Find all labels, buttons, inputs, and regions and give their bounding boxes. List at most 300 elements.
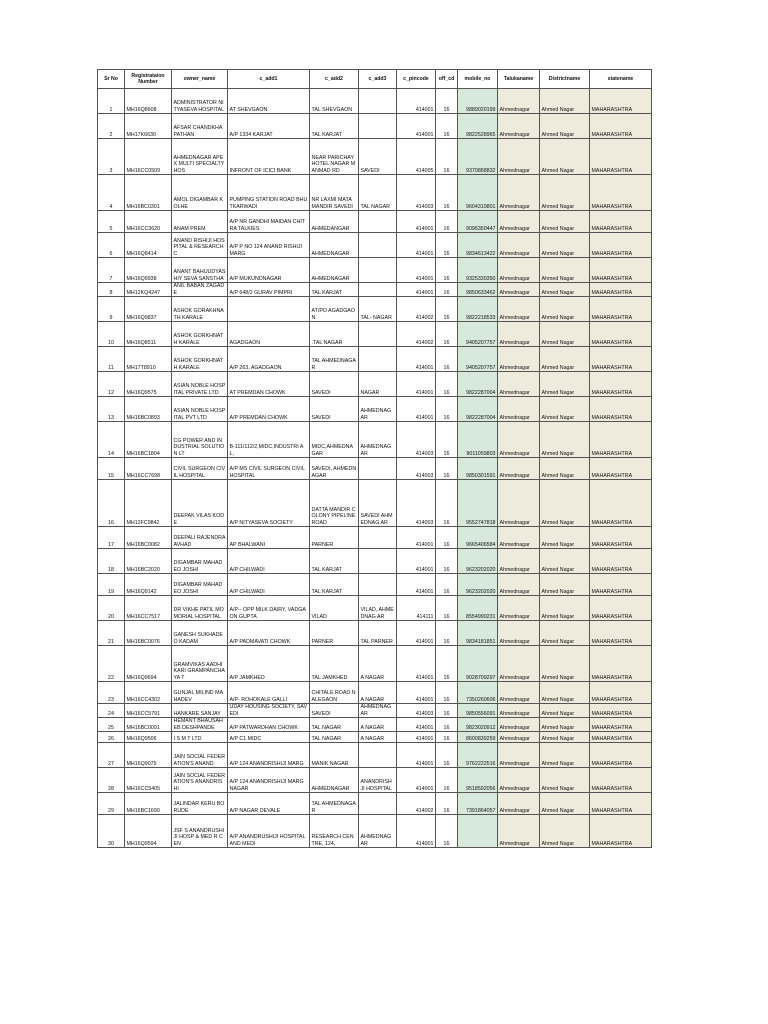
cell-c-add3: AHMEDNAG AR xyxy=(359,422,397,458)
col-header-c-add2: c_add2 xyxy=(310,70,359,89)
cell-c-add1: A/P NAGAR DEVALE xyxy=(228,793,310,815)
cell-c-pincode: 414003 xyxy=(397,458,436,480)
table-row xyxy=(98,718,652,732)
cell-sr-no: 2 xyxy=(98,114,125,139)
col-header-districtname: Districtname xyxy=(540,70,590,89)
cell-statename: MAHARASHTRA xyxy=(590,646,652,682)
cell-districtname: Ahmed Nagar xyxy=(540,233,590,258)
cell-talukaname: Ahmednagar xyxy=(498,347,540,372)
cell-mobile-no: 9823020912 xyxy=(458,718,498,732)
cell-off-cd: 16 xyxy=(436,347,458,372)
table-row xyxy=(98,233,652,258)
cell-sr-no: 29 xyxy=(98,793,125,815)
cell-c-add1: AT SHEVGAON xyxy=(228,89,310,114)
cell-c-add2: TAL AHMEDNAGAR xyxy=(310,347,359,372)
cell-c-add1: A/P PADMAVATI CHOWK xyxy=(228,621,310,646)
cell-off-cd: 16 xyxy=(436,422,458,458)
cell-c-add3: A NAGAR xyxy=(359,718,397,732)
cell-c-pincode: 414003 xyxy=(397,422,436,458)
cell-c-pincode: 414002 xyxy=(397,793,436,815)
cell-c-add1: A/P C1 MIDC xyxy=(228,732,310,743)
cell-c-add1: A/P P NO 124 ANAND RISHIJI MARG xyxy=(228,233,310,258)
cell-districtname: Ahmed Nagar xyxy=(540,139,590,175)
cell-c-add1: A/P 263, AGADGAON xyxy=(228,347,310,372)
cell-mobile-no: 9552747818 xyxy=(458,480,498,527)
cell-c-add3 xyxy=(359,793,397,815)
cell-talukaname: Ahmednagar xyxy=(498,422,540,458)
cell-statename: MAHARASHTRA xyxy=(590,596,652,621)
cell-sr-no: 14 xyxy=(98,422,125,458)
cell-talukaname: Ahmednagar xyxy=(498,527,540,549)
cell-talukaname: Ahmednagar xyxy=(498,139,540,175)
cell-mobile-no: 9325330350 xyxy=(458,258,498,283)
cell-districtname: Ahmed Nagar xyxy=(540,527,590,549)
cell-off-cd: 16 xyxy=(436,480,458,527)
cell-c-add2: TAL SHEVGAON xyxy=(310,89,359,114)
cell-registration-number: MH16Q8414 xyxy=(125,233,172,258)
cell-sr-no: 9 xyxy=(98,297,125,322)
cell-off-cd: 16 xyxy=(436,283,458,297)
cell-registration-number: MH17T8910 xyxy=(125,347,172,372)
cell-statename: MAHARASHTRA xyxy=(590,211,652,233)
cell-districtname: Ahmed Nagar xyxy=(540,815,590,848)
table-row xyxy=(98,793,652,815)
cell-c-pincode: 414002 xyxy=(397,322,436,347)
cell-c-pincode: 414001 xyxy=(397,682,436,704)
cell-c-add3: AHMEDNAG AR xyxy=(359,704,397,718)
cell-statename: MAHARASHTRA xyxy=(590,114,652,139)
cell-registration-number: MH16CC5405 xyxy=(125,768,172,793)
col-header-c-add3: c_add3 xyxy=(359,70,397,89)
table-row xyxy=(98,621,652,646)
cell-mobile-no: 8600839259 xyxy=(458,732,498,743)
cell-c-add3: TAL PARNER xyxy=(359,621,397,646)
cell-c-add1: A/P NITYASEVA SOCIETY xyxy=(228,480,310,527)
table-row xyxy=(98,283,652,297)
cell-statename: MAHARASHTRA xyxy=(590,549,652,574)
cell-talukaname: Ahmednagar xyxy=(498,372,540,397)
cell-statename: MAHARASHTRA xyxy=(590,283,652,297)
cell-registration-number: MH16Q9142 xyxy=(125,574,172,596)
cell-talukaname: Ahmednagar xyxy=(498,574,540,596)
cell-talukaname: Ahmednagar xyxy=(498,283,540,297)
cell-mobile-no: 7391864057 xyxy=(458,793,498,815)
cell-c-add2: CHITALE ROAD NALEGAON xyxy=(310,682,359,704)
cell-c-add1: A/P NR GANDHI MAIDAN CHITRA TALKIES xyxy=(228,211,310,233)
cell-sr-no: 22 xyxy=(98,646,125,682)
cell-sr-no: 24 xyxy=(98,704,125,718)
cell-sr-no: 1 xyxy=(98,89,125,114)
table-row xyxy=(98,815,652,848)
cell-registration-number: MH16Q9694 xyxy=(125,646,172,682)
cell-c-pincode: 414001 xyxy=(397,768,436,793)
cell-registration-number: MH16Q9575 xyxy=(125,372,172,397)
cell-c-pincode: 414001 xyxy=(397,527,436,549)
cell-c-add3: TAL NAGAR xyxy=(359,175,397,211)
cell-sr-no: 26 xyxy=(98,732,125,743)
col-header-off-cd: off_cd xyxy=(436,70,458,89)
cell-talukaname: Ahmednagar xyxy=(498,815,540,848)
cell-off-cd: 16 xyxy=(436,233,458,258)
cell-c-pincode: 414001 xyxy=(397,549,436,574)
table-row xyxy=(98,768,652,793)
cell-c-add1: AP BHALWANI xyxy=(228,527,310,549)
cell-c-add3 xyxy=(359,458,397,480)
cell-talukaname: Ahmednagar xyxy=(498,480,540,527)
cell-c-add3 xyxy=(359,743,397,768)
cell-c-add1: A/P MS CIVIL SURGEON CIVIL HOSPITAL xyxy=(228,458,310,480)
cell-talukaname: Ahmednagar xyxy=(498,621,540,646)
col-header-registration-number: Registrataion Number xyxy=(125,70,172,89)
cell-c-add3: AHMEDNAG AR xyxy=(359,815,397,848)
cell-off-cd: 16 xyxy=(436,682,458,704)
cell-talukaname: Ahmednagar xyxy=(498,458,540,480)
cell-c-pincode: 414001 xyxy=(397,743,436,768)
cell-owner-name: HEMANT BHAUSAHEB DESHPANDE xyxy=(172,718,228,732)
cell-registration-number: MH16Q9506 xyxy=(125,732,172,743)
col-header-talukaname: Talukaname xyxy=(498,70,540,89)
cell-c-add2: SAVEDI xyxy=(310,704,359,718)
cell-c-pincode: 414001 xyxy=(397,574,436,596)
cell-mobile-no: 9822218533 xyxy=(458,297,498,322)
cell-talukaname: Ahmednagar xyxy=(498,718,540,732)
cell-statename: MAHARASHTRA xyxy=(590,397,652,422)
cell-off-cd: 16 xyxy=(436,621,458,646)
cell-c-add3 xyxy=(359,211,397,233)
cell-owner-name: AFSAR CHANDKHA PATHAN xyxy=(172,114,228,139)
cell-registration-number: MH16CC3620 xyxy=(125,211,172,233)
cell-off-cd: 16 xyxy=(436,114,458,139)
cell-registration-number: MH16Q8608 xyxy=(125,89,172,114)
cell-registration-number: MH16CC5791 xyxy=(125,704,172,718)
cell-registration-number: MH16BC2020 xyxy=(125,549,172,574)
cell-c-add3 xyxy=(359,322,397,347)
cell-c-add1: A/P MUKUNDNAGAR xyxy=(228,258,310,283)
cell-districtname: Ahmed Nagar xyxy=(540,347,590,372)
cell-sr-no: 4 xyxy=(98,175,125,211)
table-row xyxy=(98,646,652,682)
cell-mobile-no: 9665406584 xyxy=(458,527,498,549)
cell-off-cd: 16 xyxy=(436,743,458,768)
cell-mobile-no: 9623202020 xyxy=(458,549,498,574)
cell-talukaname: Ahmednagar xyxy=(498,549,540,574)
cell-owner-name: GANESH SUKHADEO KADAM xyxy=(172,621,228,646)
cell-sr-no: 18 xyxy=(98,549,125,574)
cell-c-add3 xyxy=(359,549,397,574)
cell-registration-number: MH16CC0509 xyxy=(125,139,172,175)
cell-districtname: Ahmed Nagar xyxy=(540,480,590,527)
cell-c-add2: SAVEDI xyxy=(310,372,359,397)
cell-c-add1: A/P CHILWADI xyxy=(228,574,310,596)
cell-statename: MAHARASHTRA xyxy=(590,574,652,596)
cell-owner-name: ANAM PREM xyxy=(172,211,228,233)
cell-registration-number: MH16Q9075 xyxy=(125,743,172,768)
cell-mobile-no: 8554990231 xyxy=(458,596,498,621)
cell-c-add1: AT PREMDAN CHOWK xyxy=(228,372,310,397)
cell-c-add3 xyxy=(359,233,397,258)
cell-c-add1: A/P JAMKHED xyxy=(228,646,310,682)
cell-mobile-no: 9822287004 xyxy=(458,397,498,422)
cell-registration-number: MH17K6630 xyxy=(125,114,172,139)
cell-c-pincode: 414001 xyxy=(397,372,436,397)
cell-c-add1: A/P 648/2 GURAV PIMPRI xyxy=(228,283,310,297)
cell-off-cd: 16 xyxy=(436,297,458,322)
cell-districtname: Ahmed Nagar xyxy=(540,574,590,596)
cell-c-add2: TAL KARJAT xyxy=(310,283,359,297)
cell-c-add2: TAL KARJAT xyxy=(310,574,359,596)
cell-sr-no: 20 xyxy=(98,596,125,621)
cell-sr-no: 11 xyxy=(98,347,125,372)
cell-c-add2: TAL KARJAT xyxy=(310,114,359,139)
table-row xyxy=(98,574,652,596)
cell-c-add3: A NAGAR xyxy=(359,646,397,682)
cell-sr-no: 12 xyxy=(98,372,125,397)
cell-c-add2: AHMEDNAGAR xyxy=(310,768,359,793)
cell-statename: MAHARASHTRA xyxy=(590,793,652,815)
cell-c-pincode: 414001 xyxy=(397,114,436,139)
cell-c-add1: PUMPING STATION ROAD BHUTKARWADI xyxy=(228,175,310,211)
cell-c-add2: AT/PO AGADGAON xyxy=(310,297,359,322)
table-row xyxy=(98,114,652,139)
table-row xyxy=(98,743,652,768)
cell-registration-number: MH16BC0091 xyxy=(125,718,172,732)
cell-owner-name: GRAMVIKAS AADHIKARI GRAMPANCHAYA T xyxy=(172,646,228,682)
cell-c-pincode: 414001 xyxy=(397,732,436,743)
cell-c-add3: SAVEDI xyxy=(359,139,397,175)
cell-c-add2: AHMEDNAGAR xyxy=(310,233,359,258)
cell-off-cd: 16 xyxy=(436,175,458,211)
cell-mobile-no: 9623202020 xyxy=(458,574,498,596)
cell-c-add3: A NAGAR xyxy=(359,682,397,704)
cell-off-cd: 16 xyxy=(436,646,458,682)
cell-c-pincode: 414001 xyxy=(397,233,436,258)
cell-districtname: Ahmed Nagar xyxy=(540,549,590,574)
cell-c-add3: TAL- NAGAR xyxy=(359,297,397,322)
cell-c-add2: TAL KARJAT xyxy=(310,549,359,574)
cell-off-cd: 16 xyxy=(436,793,458,815)
cell-c-add1: INFRONT OF ICICI BANK xyxy=(228,139,310,175)
cell-districtname: Ahmed Nagar xyxy=(540,211,590,233)
cell-sr-no: 5 xyxy=(98,211,125,233)
cell-c-add2: PARNER xyxy=(310,527,359,549)
cell-talukaname: Ahmednagar xyxy=(498,743,540,768)
cell-sr-no: 13 xyxy=(98,397,125,422)
cell-owner-name: JSF S ANANDRUSHIJI HOSP & MED R CEN xyxy=(172,815,228,848)
cell-districtname: Ahmed Nagar xyxy=(540,718,590,732)
cell-districtname: Ahmed Nagar xyxy=(540,768,590,793)
header-row xyxy=(98,70,652,89)
cell-c-pincode: 414003 xyxy=(397,175,436,211)
cell-sr-no: 30 xyxy=(98,815,125,848)
cell-sr-no: 21 xyxy=(98,621,125,646)
cell-c-pincode: 414001 xyxy=(397,258,436,283)
cell-districtname: Ahmed Nagar xyxy=(540,596,590,621)
cell-c-add1: A/P 124 ANANDRISHIJI MARG NAGAR xyxy=(228,768,310,793)
cell-registration-number: MH16Q9837 xyxy=(125,297,172,322)
table-row xyxy=(98,527,652,549)
cell-c-add3 xyxy=(359,114,397,139)
cell-c-add2: NEAR PARICHAY HOTEL NAGAR MANMAD RD xyxy=(310,139,359,175)
cell-talukaname: Ahmednagar xyxy=(498,175,540,211)
cell-talukaname: Ahmednagar xyxy=(498,114,540,139)
cell-sr-no: 16 xyxy=(98,480,125,527)
cell-statename: MAHARASHTRA xyxy=(590,322,652,347)
cell-registration-number: MH12KQ4247 xyxy=(125,283,172,297)
cell-owner-name: ADMINISTRATOR NITYASEVA HOSPITAL xyxy=(172,89,228,114)
cell-c-add3: SAVEDI AHMEDNAG AR xyxy=(359,480,397,527)
table-row xyxy=(98,682,652,704)
cell-c-pincode: 414003 xyxy=(397,704,436,718)
cell-talukaname: Ahmednagar xyxy=(498,322,540,347)
cell-off-cd: 16 xyxy=(436,527,458,549)
cell-off-cd: 16 xyxy=(436,397,458,422)
cell-registration-number: MH16CC7517 xyxy=(125,596,172,621)
cell-statename: MAHARASHTRA xyxy=(590,347,652,372)
cell-mobile-no: 9028709297 xyxy=(458,646,498,682)
cell-statename: MAHARASHTRA xyxy=(590,372,652,397)
cell-districtname: Ahmed Nagar xyxy=(540,89,590,114)
cell-districtname: Ahmed Nagar xyxy=(540,175,590,211)
cell-off-cd: 16 xyxy=(436,372,458,397)
cell-talukaname: Ahmednagar xyxy=(498,704,540,718)
cell-c-add2: RESEARCH CENTRE, 124, xyxy=(310,815,359,848)
cell-c-pincode: 414003 xyxy=(397,480,436,527)
cell-off-cd: 16 xyxy=(436,596,458,621)
cell-c-add1: A/P PREMDAN CHOWK xyxy=(228,397,310,422)
cell-off-cd: 16 xyxy=(436,574,458,596)
cell-off-cd: 16 xyxy=(436,732,458,743)
cell-sr-no: 6 xyxy=(98,233,125,258)
cell-districtname: Ahmed Nagar xyxy=(540,646,590,682)
cell-c-add1: A/P- ROHOKALE GALLI xyxy=(228,682,310,704)
table-row xyxy=(98,347,652,372)
cell-talukaname: Ahmednagar xyxy=(498,258,540,283)
cell-off-cd: 16 xyxy=(436,211,458,233)
cell-talukaname: Ahmednagar xyxy=(498,682,540,704)
cell-statename: MAHARASHTRA xyxy=(590,768,652,793)
cell-talukaname: Ahmednagar xyxy=(498,211,540,233)
table-row xyxy=(98,549,652,574)
cell-talukaname: Ahmednagar xyxy=(498,596,540,621)
cell-c-add2: VILAD xyxy=(310,596,359,621)
cell-owner-name: GUNJAL MILIND MAHADEV xyxy=(172,682,228,704)
table-row xyxy=(98,322,652,347)
table-row xyxy=(98,372,652,397)
cell-owner-name: ASHOK GORKHNATH KARALE xyxy=(172,347,228,372)
cell-statename: MAHARASHTRA xyxy=(590,743,652,768)
cell-c-add3: ANANDRISH JI HOSPITAL xyxy=(359,768,397,793)
cell-c-add2: SAVEDI xyxy=(310,397,359,422)
cell-registration-number: MH16BC1690 xyxy=(125,793,172,815)
cell-c-add2: NR LAXMI MATA MANDIR SAVEDI xyxy=(310,175,359,211)
cell-c-add3 xyxy=(359,258,397,283)
cell-registration-number: MH16CC7698 xyxy=(125,458,172,480)
cell-c-add2: TAL NAGAR xyxy=(310,718,359,732)
cell-districtname: Ahmed Nagar xyxy=(540,322,590,347)
table-row xyxy=(98,397,652,422)
cell-statename: MAHARASHTRA xyxy=(590,89,652,114)
cell-sr-no: 19 xyxy=(98,574,125,596)
cell-sr-no: 7 xyxy=(98,258,125,283)
cell-sr-no: 8 xyxy=(98,283,125,297)
cell-districtname: Ahmed Nagar xyxy=(540,397,590,422)
cell-owner-name: DIGAMBAR MAHADEO JOSHI xyxy=(172,549,228,574)
cell-off-cd: 16 xyxy=(436,139,458,175)
cell-statename: MAHARASHTRA xyxy=(590,621,652,646)
cell-c-add3: AHMEDNAG AR xyxy=(359,397,397,422)
cell-c-pincode: 414001 xyxy=(397,815,436,848)
cell-talukaname: Ahmednagar xyxy=(498,233,540,258)
table-row xyxy=(98,480,652,527)
cell-off-cd: 16 xyxy=(436,549,458,574)
cell-statename: MAHARASHTRA xyxy=(590,175,652,211)
col-header-sr-no: Sr No xyxy=(98,70,125,89)
cell-sr-no: 25 xyxy=(98,718,125,732)
cell-c-add2: TAL AHMEDNAGAR xyxy=(310,793,359,815)
cell-owner-name: ASHOK GORAKHNATH KARALE xyxy=(172,297,228,322)
cell-c-add1: AGADGAON xyxy=(228,322,310,347)
cell-districtname: Ahmed Nagar xyxy=(540,793,590,815)
cell-off-cd: 16 xyxy=(436,258,458,283)
cell-c-add2: DATTA MANDIR COLONY PIPELINE ROAD xyxy=(310,480,359,527)
col-header-c-add1: c_add1 xyxy=(228,70,310,89)
cell-districtname: Ahmed Nagar xyxy=(540,297,590,322)
cell-c-add1: A/P 124 ANANDRISHIJI MARG xyxy=(228,743,310,768)
cell-c-add3 xyxy=(359,347,397,372)
table-row xyxy=(98,422,652,458)
cell-c-pincode: 414001 xyxy=(397,621,436,646)
cell-talukaname: Ahmednagar xyxy=(498,732,540,743)
cell-owner-name: AMOL DIGAMBAR KOLHE xyxy=(172,175,228,211)
cell-statename: MAHARASHTRA xyxy=(590,422,652,458)
table-row xyxy=(98,175,652,211)
cell-statename: MAHARASHTRA xyxy=(590,258,652,283)
cell-sr-no: 23 xyxy=(98,682,125,704)
data-table xyxy=(97,69,652,848)
col-header-c-pincode: c_pincode xyxy=(397,70,436,89)
cell-mobile-no: 9604310801 xyxy=(458,175,498,211)
cell-c-add2: .TAL NAGAR xyxy=(310,322,359,347)
cell-c-add3 xyxy=(359,89,397,114)
cell-mobile-no: 9011059803 xyxy=(458,422,498,458)
cell-statename: MAHARASHTRA xyxy=(590,682,652,704)
cell-mobile-no: 9762222516 xyxy=(458,743,498,768)
cell-off-cd: 16 xyxy=(436,322,458,347)
cell-districtname: Ahmed Nagar xyxy=(540,458,590,480)
cell-statename: MAHARASHTRA xyxy=(590,297,652,322)
cell-owner-name: AHMEDNAGAR APEX MULTI SPECIALTY HOS xyxy=(172,139,228,175)
cell-c-add3 xyxy=(359,283,397,297)
table-row xyxy=(98,704,652,718)
cell-registration-number: MH16CC4302 xyxy=(125,682,172,704)
cell-talukaname: Ahmednagar xyxy=(498,397,540,422)
cell-districtname: Ahmed Nagar xyxy=(540,114,590,139)
cell-mobile-no: 9405207757 xyxy=(458,322,498,347)
cell-talukaname: Ahmednagar xyxy=(498,793,540,815)
cell-sr-no: 15 xyxy=(98,458,125,480)
cell-c-add1: A/P PATWARDHAN CHOWK xyxy=(228,718,310,732)
cell-owner-name: ASHOK GORKHNATH KARALE xyxy=(172,322,228,347)
cell-owner-name: I S M T LTD xyxy=(172,732,228,743)
cell-registration-number: MH16BC0076 xyxy=(125,621,172,646)
cell-districtname: Ahmed Nagar xyxy=(540,732,590,743)
cell-districtname: Ahmed Nagar xyxy=(540,258,590,283)
cell-owner-name: DIGAMBAR MAHADEO JOSHI xyxy=(172,574,228,596)
cell-mobile-no: 9850556091 xyxy=(458,704,498,718)
cell-statename: MAHARASHTRA xyxy=(590,233,652,258)
cell-mobile-no: 9889020199 xyxy=(458,89,498,114)
cell-c-pincode: 414001 xyxy=(397,211,436,233)
